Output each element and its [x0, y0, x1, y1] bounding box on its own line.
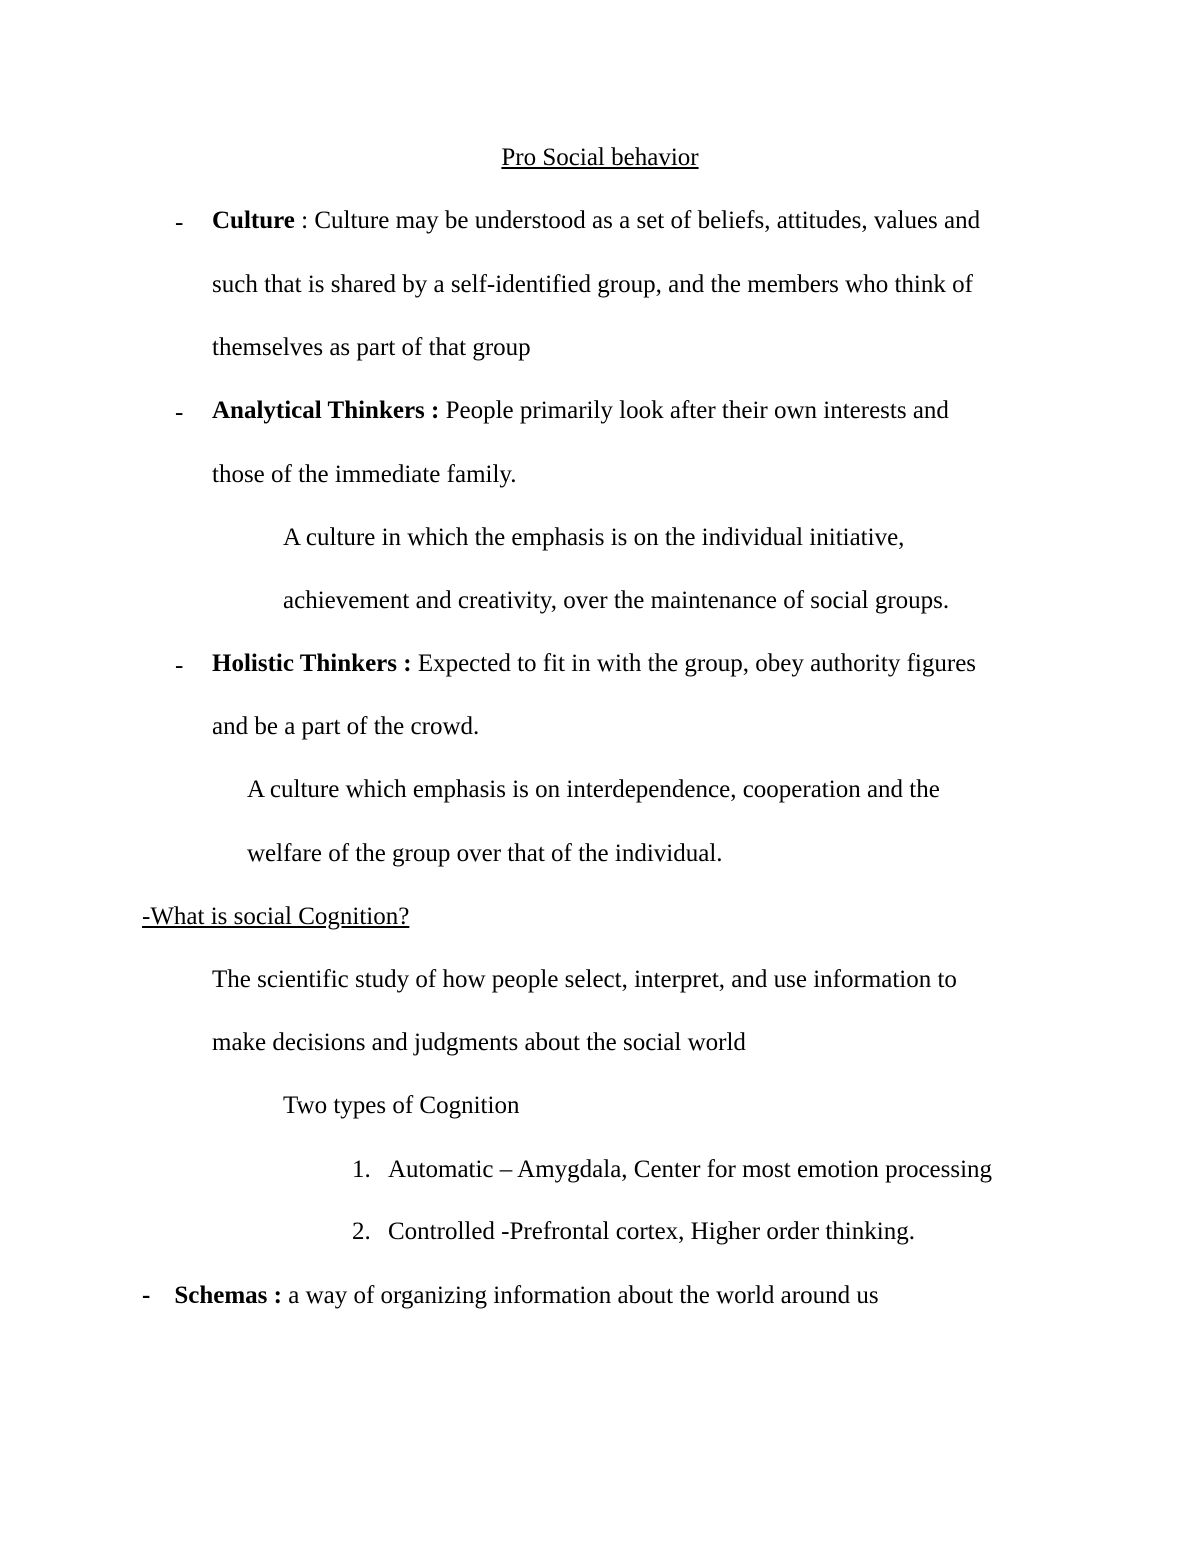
culture-term: Culture	[212, 207, 295, 234]
cognition-type-number: 1.	[352, 1156, 371, 1183]
holistic-line-1	[212, 649, 976, 679]
cognition-type-text: Controlled -Prefrontal cortex, Higher order thinking.	[388, 1218, 915, 1245]
cognition-type-text: Automatic – Amygdala, Center for most emotion processing	[388, 1156, 993, 1183]
holistic-text: Expected to fit in with the group, obey authority figures	[411, 650, 977, 677]
bullet-dash: -	[175, 399, 184, 426]
cognition-type-number: 2.	[352, 1218, 371, 1245]
analytical-line-1	[212, 396, 949, 426]
culture-line-3: themselves as part of that group	[212, 334, 531, 361]
culture-line-1	[212, 206, 980, 236]
holistic-line-2: and be a part of the crowd.	[212, 713, 480, 740]
culture-separator: :	[294, 207, 315, 234]
bullet-dash: -	[175, 652, 184, 679]
analytical-sub-2: achievement and creativity, over the maintenance of social groups.	[283, 587, 950, 614]
social-cognition-line-2: make decisions and judgments about the social world	[212, 1029, 746, 1056]
cognition-types-heading: Two types of Cognition	[283, 1092, 520, 1119]
analytical-text: People primarily look after their own interests and	[439, 397, 949, 424]
social-cognition-heading: -What is social Cognition?	[142, 903, 410, 930]
holistic-sub-2: welfare of the group over that of the individual.	[247, 840, 723, 867]
analytical-line-2: those of the immediate family.	[212, 461, 517, 488]
bullet-dash: -	[175, 209, 184, 236]
analytical-term: Analytical Thinkers :	[212, 397, 440, 424]
culture-text: Culture may be understood as a set of beliefs, attitudes, values and	[314, 207, 981, 234]
schemas-term: Schemas :	[174, 1282, 282, 1309]
social-cognition-line-1: The scientific study of how people select, interpret, and use information to	[212, 966, 957, 993]
schemas-line	[142, 1281, 879, 1311]
schemas-dash: -	[142, 1282, 151, 1309]
schemas-text: a way of organizing information about the world around us	[281, 1282, 879, 1309]
analytical-sub-1: A culture in which the emphasis is on the individual initiative,	[283, 524, 905, 551]
holistic-sub-1: A culture which emphasis is on interdependence, cooperation and the	[247, 776, 940, 803]
page-title: Pro Social behavior	[501, 144, 699, 171]
culture-line-2: such that is shared by a self-identified group, and the members who think of	[212, 271, 973, 298]
holistic-term: Holistic Thinkers :	[212, 650, 412, 677]
